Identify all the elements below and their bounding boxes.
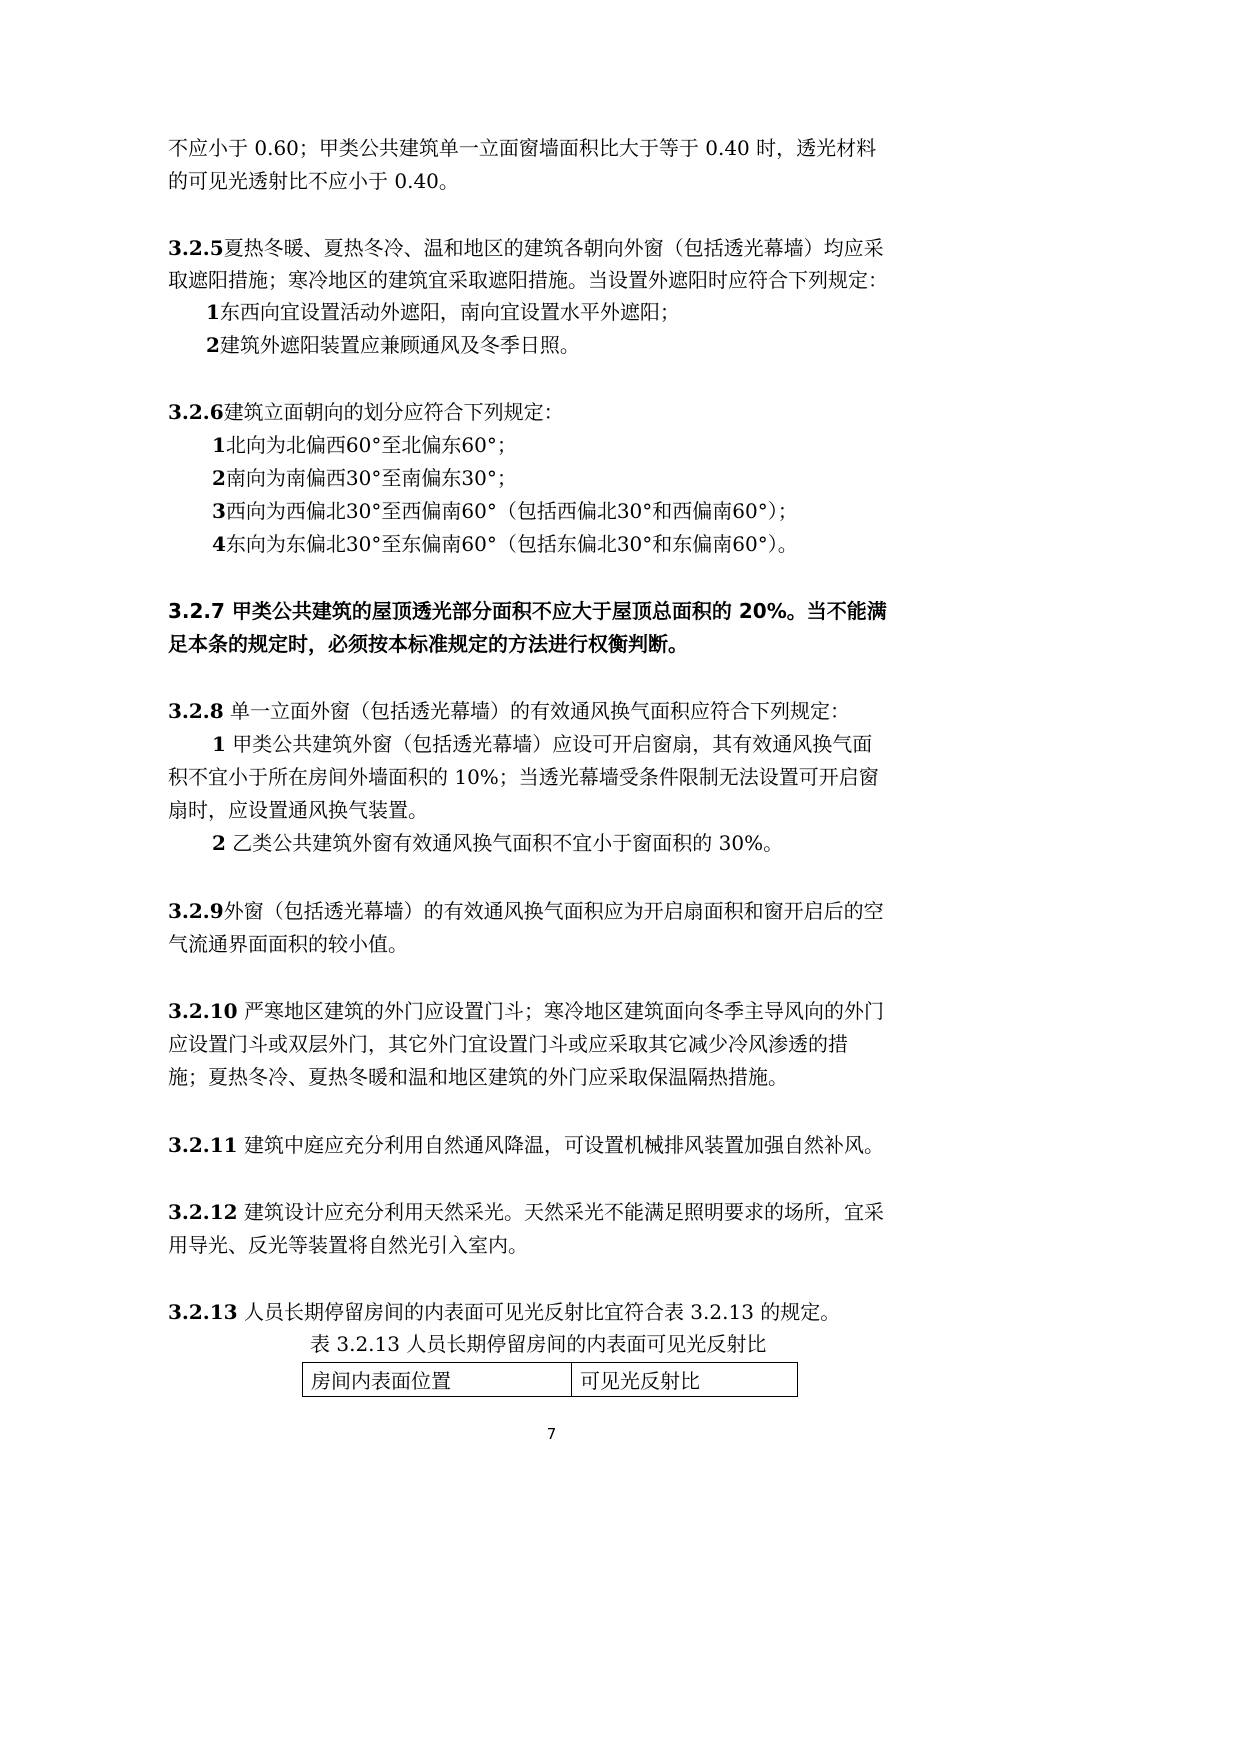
text-line: 应设置门斗或双层外门，其它外门宜设置门斗或应采取其它减少冷风渗透的措 [168, 1032, 848, 1056]
clause-3-2-9: 3.2.9外窗（包括透光幕墙）的有效通风换气面积应为开启扇面积和窗开启后的空 [168, 899, 884, 923]
page-number: 7 [546, 1425, 557, 1443]
clause-item: 1 甲类公共建筑外窗（包括透光幕墙）应设可开启窗扇，其有效通风换气面 [212, 732, 873, 756]
text-line: 积不宜小于所在房间外墙面积的 10%；当透光幕墙受条件限制无法设置可开启窗 [168, 765, 879, 789]
clause-3-2-7: 3.2.7 甲类公共建筑的屋顶透光部分面积不应大于屋顶总面积的 20%。当不能满 [168, 599, 887, 623]
text-line: 施；夏热冬冷、夏热冬暖和温和地区建筑的外门应采取保温隔热措施。 [168, 1065, 788, 1089]
text-line: 足本条的规定时，必须按本标准规定的方法进行权衡判断。 [168, 632, 688, 656]
text-line: 不应小于 0.60；甲类公共建筑单一立面窗墙面积比大于等于 0.40 时，透光材料 [168, 136, 877, 160]
clause-item: 1东西向宜设置活动外遮阳，南向宜设置水平外遮阳； [206, 300, 680, 324]
clause-3-2-12: 3.2.12 建筑设计应充分利用天然采光。天然采光不能满足照明要求的场所，宜采 [168, 1200, 884, 1224]
clause-3-2-8: 3.2.8 单一立面外窗（包括透光幕墙）的有效通风换气面积应符合下列规定： [168, 699, 851, 723]
clause-item: 2南向为南偏西30°至南偏东30°； [212, 466, 517, 490]
clause-item: 2建筑外遮阳装置应兼顾通风及冬季日照。 [206, 333, 580, 357]
clause-3-2-10: 3.2.10 严寒地区建筑的外门应设置门斗；寒冷地区建筑面向冬季主导风向的外门 [168, 999, 884, 1023]
clause-3-2-5: 3.2.5夏热冬暖、夏热冬冷、温和地区的建筑各朝向外窗（包括透光幕墙）均应采 [168, 236, 884, 260]
clause-item: 3西向为西偏北30°至西偏南60°（包括西偏北30°和西偏南60°）； [212, 499, 798, 523]
clause-item: 1北向为北偏西60°至北偏东60°； [212, 433, 517, 457]
text-line: 取遮阳措施；寒冷地区的建筑宜采取遮阳措施。当设置外遮阳时应符合下列规定： [168, 268, 888, 292]
clause-item: 4东向为东偏北30°至东偏南60°（包括东偏北30°和东偏南60°）。 [212, 532, 798, 556]
clause-3-2-13: 3.2.13 人员长期停留房间的内表面可见光反射比宜符合表 3.2.13 的规定。 [168, 1300, 841, 1324]
reflectance-table [302, 1362, 798, 1397]
text-line: 扇时，应设置通风换气装置。 [168, 798, 428, 822]
table-header-row [303, 1363, 798, 1397]
text-line: 用导光、反光等装置将自然光引入室内。 [168, 1233, 528, 1257]
table-header-cell: 可见光反射比 [572, 1363, 798, 1397]
clause-item: 2 乙类公共建筑外窗有效通风换气面积不宜小于窗面积的 30%。 [212, 831, 784, 855]
text-line: 气流通界面面积的较小值。 [168, 932, 408, 956]
table-header-cell: 房间内表面位置 [303, 1363, 572, 1397]
clause-3-2-11: 3.2.11 建筑中庭应充分利用自然通风降温，可设置机械排风装置加强自然补风。 [168, 1133, 884, 1157]
text-line: 的可见光透射比不应小于 0.40。 [168, 169, 459, 193]
clause-3-2-6: 3.2.6建筑立面朝向的划分应符合下列规定： [168, 400, 564, 424]
table-caption: 表 3.2.13 人员长期停留房间的内表面可见光反射比 [310, 1332, 767, 1356]
